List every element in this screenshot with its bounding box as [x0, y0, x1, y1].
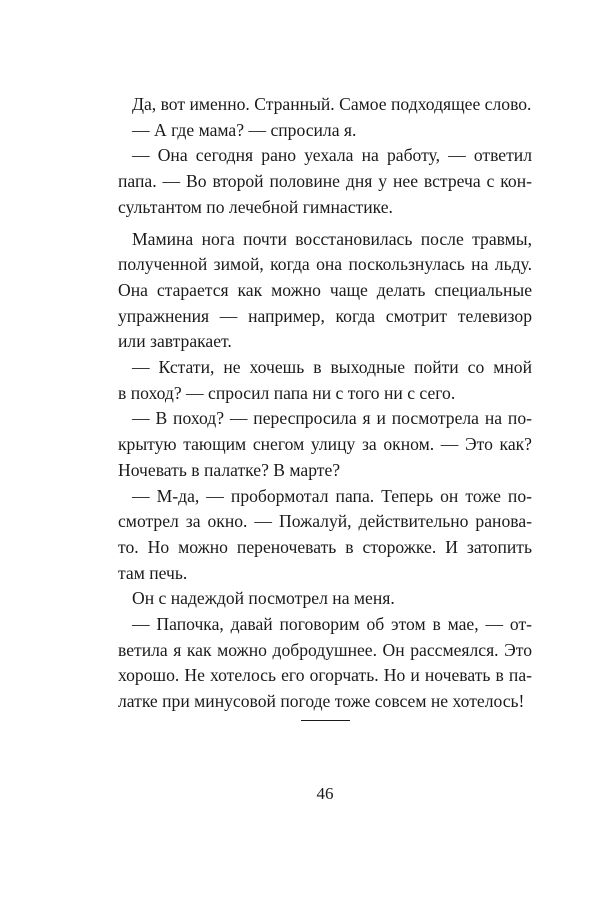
text-line: — М-да, — пробормотал папа. Теперь он тоже по-: [132, 485, 532, 506]
text-line: — А где мама? — спросила я.: [132, 119, 357, 140]
body-text: [118, 92, 532, 715]
paragraph-8: [118, 586, 532, 612]
text-line: Да, вот именно. Странный. Самое подходящее слово.: [132, 94, 532, 114]
paragraph-1: [118, 92, 532, 118]
text-line: — Кстати, не хочешь в выходные пойти со мной: [132, 357, 532, 378]
page-number: 46: [316, 784, 334, 803]
text-line: там печь.: [118, 562, 188, 583]
paragraph-5: [118, 355, 532, 406]
text-line: Мамина нога почти восстановилась после травмы,: [132, 228, 532, 249]
section-divider: [301, 720, 350, 721]
text-line: ветила я как можно добродушнее. Он рассмеялся. Это: [118, 639, 532, 660]
paragraph-3: [118, 143, 532, 220]
paragraph-4: [118, 227, 532, 356]
text-line: — В поход? — переспросила я и посмотрела на по-: [132, 408, 532, 429]
text-line: папа. — Во второй половине дня у нее встреча с кон-: [118, 171, 532, 192]
text-line: упражнения — например, когда смотрит телевизор: [118, 305, 532, 326]
text-line: Ночевать в палатке? В марте?: [118, 459, 341, 480]
paragraph-6: [118, 406, 532, 483]
text-line: в поход? — спросил папа ни с того ни с сего.: [118, 382, 456, 403]
text-line: сультантом по лечебной гимнастике.: [118, 196, 393, 217]
text-line: крытую тающим снегом улицу за окном. — Это как?: [118, 434, 532, 455]
text-line: — Папочка, давай поговорим об этом в мае, — от-: [132, 614, 532, 635]
text-line: Она старается как можно чаще делать специальные: [118, 279, 532, 300]
paragraph-2: [118, 118, 532, 144]
text-line: полученной зимой, когда она поскользнулась на льду.: [118, 254, 532, 275]
text-line: хорошо. Не хотелось его огорчать. Но и ночевать в па-: [118, 665, 532, 686]
text-line: Он с надеждой посмотрел на меня.: [132, 588, 395, 609]
paragraph-9: [118, 612, 532, 715]
text-line: — Она сегодня рано уехала на работу, — ответил: [132, 145, 532, 166]
text-line: смотрел за окно. — Пожалуй, действительно ранова-: [118, 511, 532, 532]
text-line: или завтракает.: [118, 331, 232, 352]
text-line: латке при минусовой погоде тоже совсем не хотелось!: [118, 691, 525, 712]
paragraph-7: [118, 484, 532, 587]
text-line: то. Но можно переночевать в сторожке. И затопить: [118, 536, 532, 557]
